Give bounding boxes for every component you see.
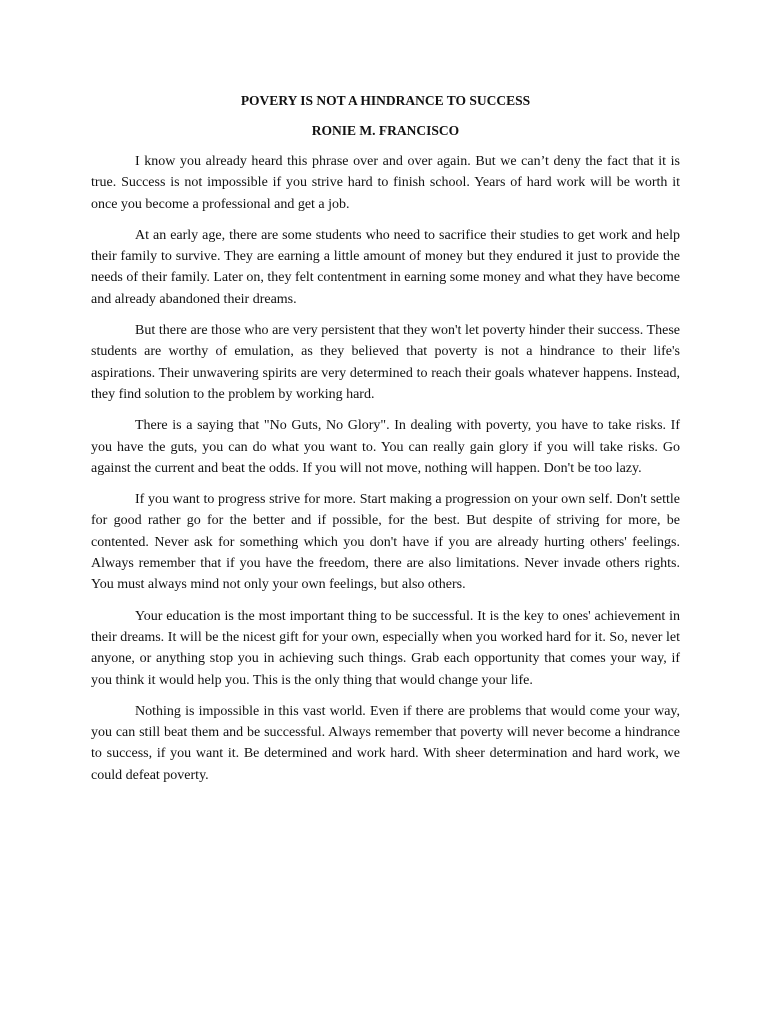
paragraph-7: Nothing is impossible in this vast world. Even if there are problems that would come your way, you can still beat them and be successful. Always remember that poverty will never become a hindrance to success, if you want it. Be determined and work hard. With sheer determination and hard work, we could defeat poverty. (91, 703, 680, 783)
document-title: POVERY IS NOT A HINDRANCE TO SUCCESS (240, 93, 531, 108)
paragraph-6: Your education is the most important thing to be successful. It is the key to ones' achievement in their dreams. It will be the nicest gift for your own, especially when you worked hard for it. So, never let anyone, or anything stop you in achieving such things. Grab each opportunity that comes your way, if you think it would help you. This is the only thing that would change your life. (91, 608, 680, 688)
paragraph-4: There is a saying that "No Guts, No Glory". In dealing with poverty, you have to take risks. If you have the guts, you can do what you want to. You can really gain glory if you will take risks. Go against the current and beat the odds. If you will not move, nothing will happen. Don't be too lazy. (91, 418, 680, 476)
document-author: RONIE M. FRANCISCO (311, 123, 460, 138)
paragraph-3: But there are those who are very persistent that they won't let poverty hinder their success. These students are worthy of emulation, as they believed that poverty is not a hindrance to their life's aspirations. Their unwavering spirits are very determined to reach their goals whatever happens. Instead, they find solution to the problem by working hard. (91, 323, 680, 402)
paragraph-2: At an early age, there are some students who need to sacrifice their studies to get work and help their family to survive. They are earning a little amount of money but they endured it just to provide the needs of their family. Later on, they felt contentment in earning some money and what they have become and already abandoned their dreams. (91, 227, 680, 307)
paragraph-5: If you want to progress strive for more. Start making a progression on your own self. Don't settle for good rather go for the better and if possible, for the best. But despite of striving for more, be contented. Never ask for something which you don't have if you are already hurting others' feelings. Always remember that if you have the freedom, there are also limitations. Never invade others rights. You must always mind not only your own feelings, but also others. (91, 492, 680, 593)
paragraph-1: I know you already heard this phrase over and over again. But we can’t deny the fact that it is true. Success is not impossible if you strive hard to finish school. Years of hard work will be worth it once you become a professional and get a job. (91, 154, 680, 212)
